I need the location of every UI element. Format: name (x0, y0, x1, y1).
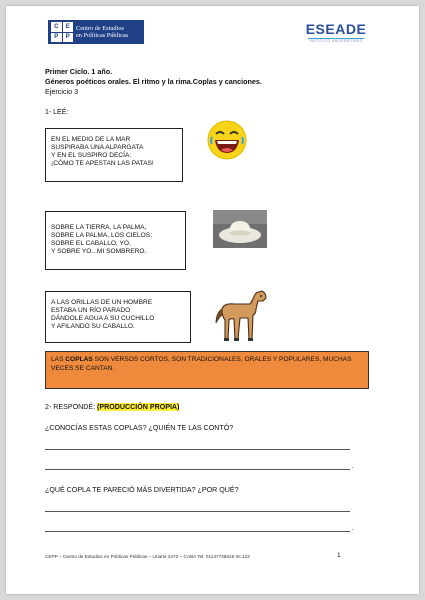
line-end-dot: . (352, 526, 354, 532)
answer-line[interactable] (45, 531, 350, 532)
copla-line: Y SOBRE YO...MI SOMBRERO. (51, 248, 147, 256)
coplas-definition-box (45, 351, 369, 389)
copla-line: SUSPIRABA UNA ALPARGATA (51, 144, 144, 152)
footer-text: CEPP – Centro de Estudios en Políticas Públicas – Uriarte 2472 – CABA Tel: 01147735625 Int.122 (45, 554, 250, 559)
copla-box-3 (45, 291, 191, 343)
logo-letter: P (51, 33, 62, 43)
copla-line: SOBRE EL CABALLO, YO, (51, 240, 131, 248)
copla-line: ¡CÓMO TE APESTAN LAS PATAS! (51, 160, 154, 168)
copla-line: A LAS ORILLAS DE UN HOMBRE (51, 299, 153, 306)
copla-line: DÁNDOLE AGUA A SU CUCHILLO (51, 315, 155, 323)
section-1-label: 1- LEÉ: (45, 109, 69, 116)
answer-line[interactable] (45, 511, 350, 512)
copla-line: Y AFILANDO SU CABALLO. (51, 323, 135, 331)
copla-line: Y EN EL SUSPIRO DECÍA: (51, 152, 132, 160)
horse-icon (210, 287, 270, 343)
heading-line-2: Géneros poéticos orales. El ritmo y la rima.Coplas y canciones. (45, 77, 262, 86)
laughing-emoji-icon (206, 119, 248, 161)
line-end-dot: . (352, 464, 354, 470)
cepp-logo (48, 20, 144, 44)
cepp-logo-line: Centro de Estudios (76, 25, 124, 32)
cepp-logo-line: en Políticas Públicas (76, 32, 129, 39)
answer-line[interactable] (45, 469, 350, 470)
answer-line[interactable] (45, 449, 350, 450)
esede-logo-text: ESEADE (305, 21, 367, 37)
copla-line: ESTABA UN RÍO PARADO (51, 307, 131, 315)
hat-icon (213, 210, 267, 248)
copla-line: SOBRE LA TIERRA, LA PALMA, (51, 224, 147, 231)
question-2: ¿QUÉ COPLA TE PARECIÓ MÁS DIVERTIDA? ¿POR QUÉ? (45, 486, 239, 494)
cepp-logo-text (76, 25, 128, 39)
copla-box-2 (45, 211, 186, 270)
info-text: SON VERSOS CORTOS, SON TRADICIONALES, ORALES Y POPULARES, MUCHAS VECES SE CANTAN. (51, 356, 352, 372)
question-1: ¿CONOCÍAS ESTAS COPLAS? ¿QUIÉN TE LAS CONTÓ? (45, 424, 234, 432)
esede-logo-subtitle: INSTITUTO UNIVERSITARIO (309, 39, 363, 43)
cepp-logo-mark (51, 22, 73, 42)
logo-letter: P (63, 33, 74, 43)
heading-line-3: Ejercicio 3 (45, 87, 79, 96)
section-2-highlight: (PRODUCCIÓN PROPIA) (97, 403, 180, 411)
heading-line-1: Primer Ciclo. 1 año. (45, 67, 113, 76)
page-number: 1 (337, 552, 341, 559)
logo-letter: E (63, 22, 74, 32)
copla-line: SOBRE LA PALMA, LOS CIELOS; (51, 232, 153, 240)
esede-logo (296, 22, 376, 44)
info-prefix: LAS (51, 356, 66, 363)
logo-letter: C (51, 22, 62, 32)
copla-box-1 (45, 128, 183, 182)
section-2-prefix: 2- RESPONDÉ: (45, 403, 98, 411)
copla-line: EN EL MEDIO DE LA MAR (51, 136, 131, 143)
info-highlight: COPLAS (65, 356, 93, 363)
section-2-label (45, 403, 179, 411)
